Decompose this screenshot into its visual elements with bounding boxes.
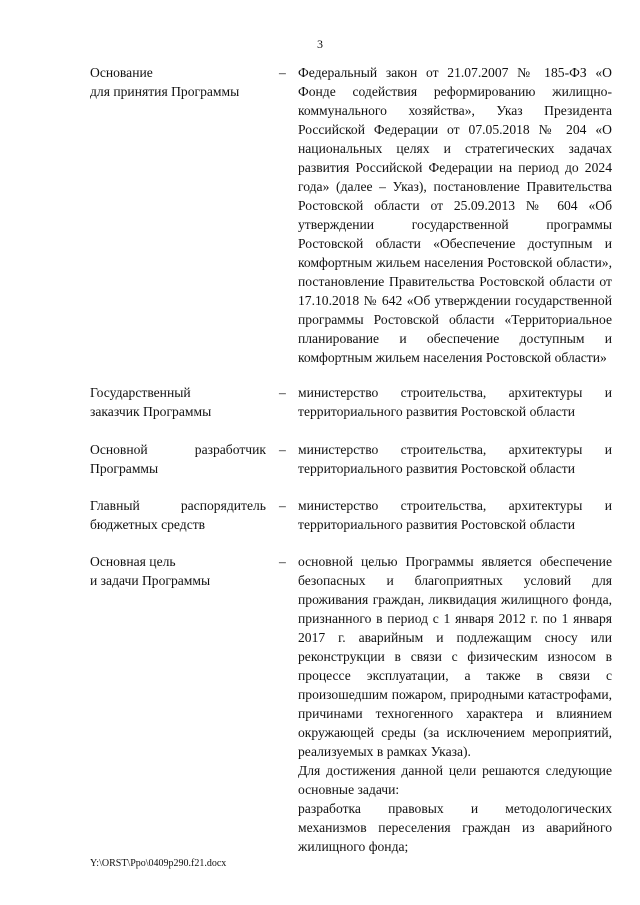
row-label: Государственный заказчик Программы bbox=[90, 385, 212, 419]
row-text: основной целью Программы является обеспечение безопасных и благоприятных условий для проживания граждан, ликвидация жилищного фонда, признанного в период с 1 января 2012 г. по 1 января 2017 г. аварийным и подлежащим сносу или реконструкции в связи с физическим износом в процессе эксплуатации, а также в связи с произошедшим пожаром, природными катастрофами, причинами техногенного характера и влиянием окружающей среды (за исключением мероприятий, реализуемых в рамках Указа). Для достижения данной цели решаются следующие основные задачи: разработка правовых и методологических механизмов переселения граждан из аварийного жилищного фонда; bbox=[298, 554, 612, 854]
row-dash: – bbox=[279, 385, 286, 400]
row-dash: – bbox=[279, 498, 286, 513]
row-label: Основной разработчик Программы bbox=[90, 442, 266, 476]
row-label: Основная цель и задачи Программы bbox=[90, 554, 211, 588]
row-text: Федеральный закон от 21.07.2007 № 185-ФЗ «О Фонде содействия реформированию жилищно-коммунального хозяйства», Указ Президента Российской Федерации от 07.05.2018 № 204 «О национальных целях и стратегических задачах развития Российской Федерации на период до 2024 года» (далее – Указ), постановление Правительства Ростовской области от 25.09.2013 № 604 «Об утверждении государственной программы Ростовской области «Обеспечение доступным и комфортным жильем населения Ростовской области», постановление Правительства Ростовской области от 17.10.2018 № 642 «Об утверждении государственной программы Ростовской области «Территориальное планирование и обеспечение доступным и комфортным жильем населения Ростовской области» bbox=[298, 65, 612, 365]
row-text: министерство строительства, архитектуры и территориального развития Ростовской области bbox=[298, 385, 612, 419]
row-dash: – bbox=[279, 554, 286, 569]
page-number: 3 bbox=[317, 37, 323, 51]
row-dash: – bbox=[279, 442, 286, 457]
row-text: министерство строительства, архитектуры и территориального развития Ростовской области bbox=[298, 498, 612, 532]
row-label: Главный распорядитель бюджетных средств bbox=[90, 498, 266, 532]
row-label: Основание для принятия Программы bbox=[90, 65, 240, 99]
file-path-footer: Y:\ORST\Ppo\0409p290.f21.docx bbox=[90, 858, 227, 869]
row-text: министерство строительства, архитектуры и территориального развития Ростовской области bbox=[298, 442, 612, 476]
row-dash: – bbox=[279, 65, 286, 80]
